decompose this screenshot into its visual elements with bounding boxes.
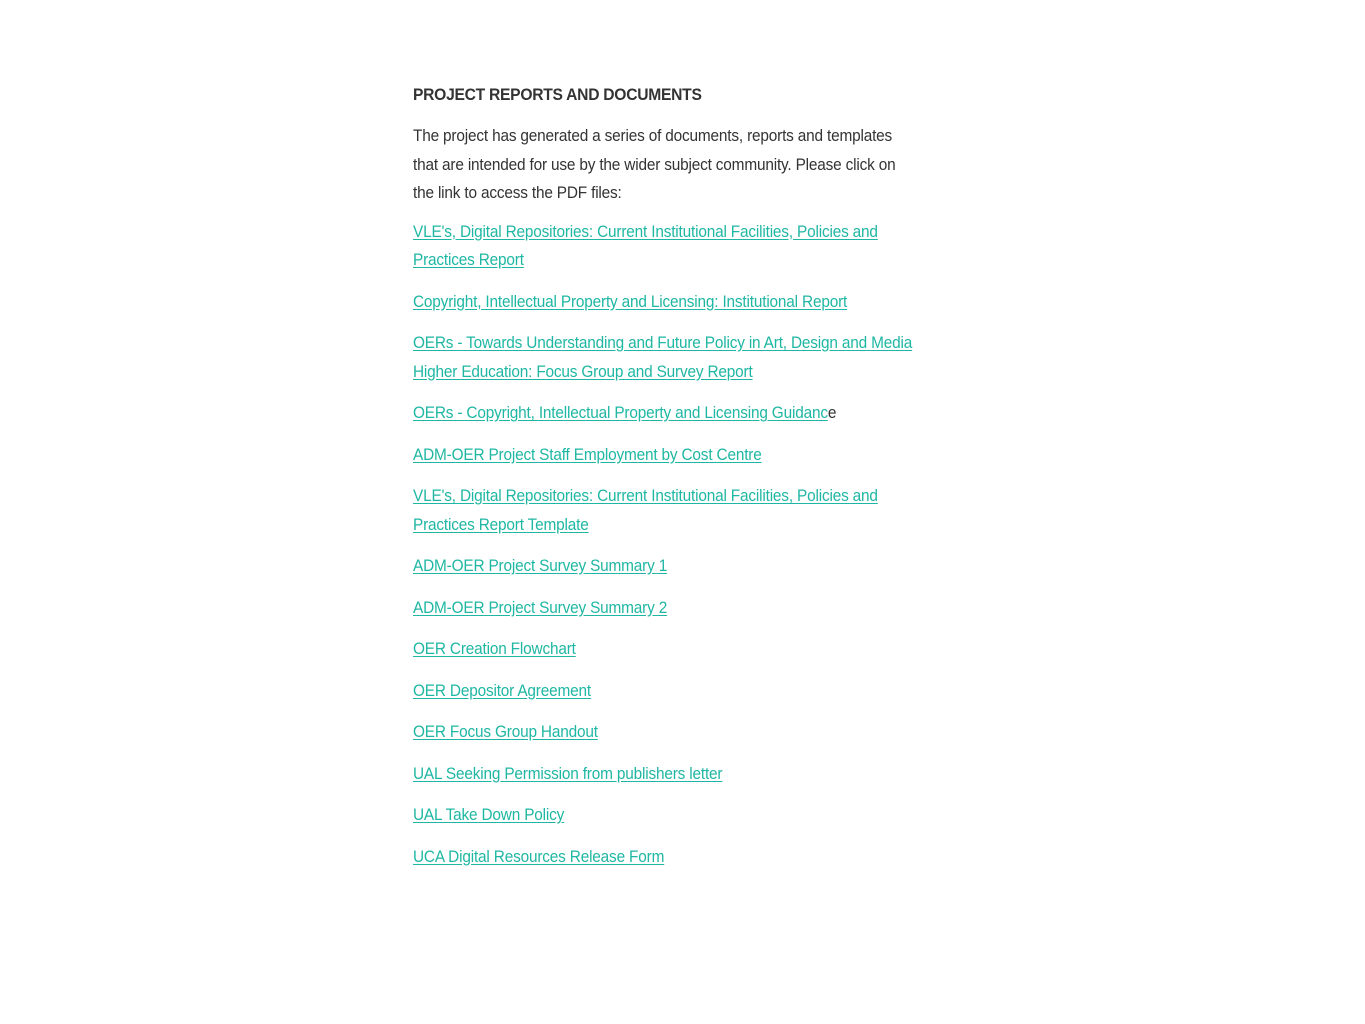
link-vle-repositories-report[interactable]: VLE's, Digital Repositories: Current Institutional Facilities, Policies and Practices Report	[413, 221, 878, 269]
link-ual-take-down-policy[interactable]: UAL Take Down Policy	[413, 805, 565, 824]
link-oer-depositor-agreement[interactable]: OER Depositor Agreement	[413, 680, 591, 700]
intro-paragraph: The project has generated a series of documents, reports and templates that are intended for use by the wider subject community. Please click on the link to access the PDF files:	[413, 126, 896, 202]
list-item	[413, 801, 920, 830]
list-item	[413, 288, 920, 317]
link-oers-towards-understanding[interactable]: OERs - Towards Understanding and Future Policy in Art, Design and Media Higher Education: Focus Group and Survey Report	[413, 333, 913, 381]
link-ual-seeking-permission[interactable]: UAL Seeking Permission from publishers letter	[413, 763, 723, 783]
list-item	[413, 677, 920, 706]
link-oer-creation-flowchart[interactable]: OER Creation Flowchart	[413, 639, 576, 658]
page-title: PROJECT REPORTS AND DOCUMENTS	[413, 85, 702, 104]
list-item	[413, 843, 920, 872]
list-item	[413, 594, 920, 623]
link-oers-copyright-guidance[interactable]: OERs - Copyright, Intellectual Property and Licensing Guidanc	[413, 403, 828, 422]
link-oer-focus-group-handout[interactable]: OER Focus Group Handout	[413, 722, 598, 741]
list-item	[413, 441, 920, 470]
list-item	[413, 760, 920, 789]
list-item	[413, 218, 920, 275]
link-vle-repositories-template[interactable]: VLE's, Digital Repositories: Current Institutional Facilities, Policies and Practices Report Template	[413, 486, 878, 534]
list-item	[413, 552, 920, 581]
link-tail: e	[827, 403, 837, 422]
list-item	[413, 635, 920, 664]
link-staff-employment[interactable]: ADM-OER Project Staff Employment by Cost Centre	[413, 444, 762, 464]
list-item	[413, 482, 920, 539]
list-item	[413, 329, 920, 386]
link-survey-summary-1[interactable]: ADM-OER Project Survey Summary 1	[413, 556, 668, 575]
link-uca-release-form[interactable]: UCA Digital Resources Release Form	[413, 846, 665, 866]
list-item	[413, 399, 920, 428]
document-body	[413, 82, 933, 884]
list-item	[413, 718, 920, 747]
link-copyright-institutional-report[interactable]: Copyright, Intellectual Property and Licensing: Institutional Report	[413, 291, 848, 311]
document-links-list	[413, 218, 933, 872]
link-survey-summary-2[interactable]: ADM-OER Project Survey Summary 2	[413, 597, 668, 617]
